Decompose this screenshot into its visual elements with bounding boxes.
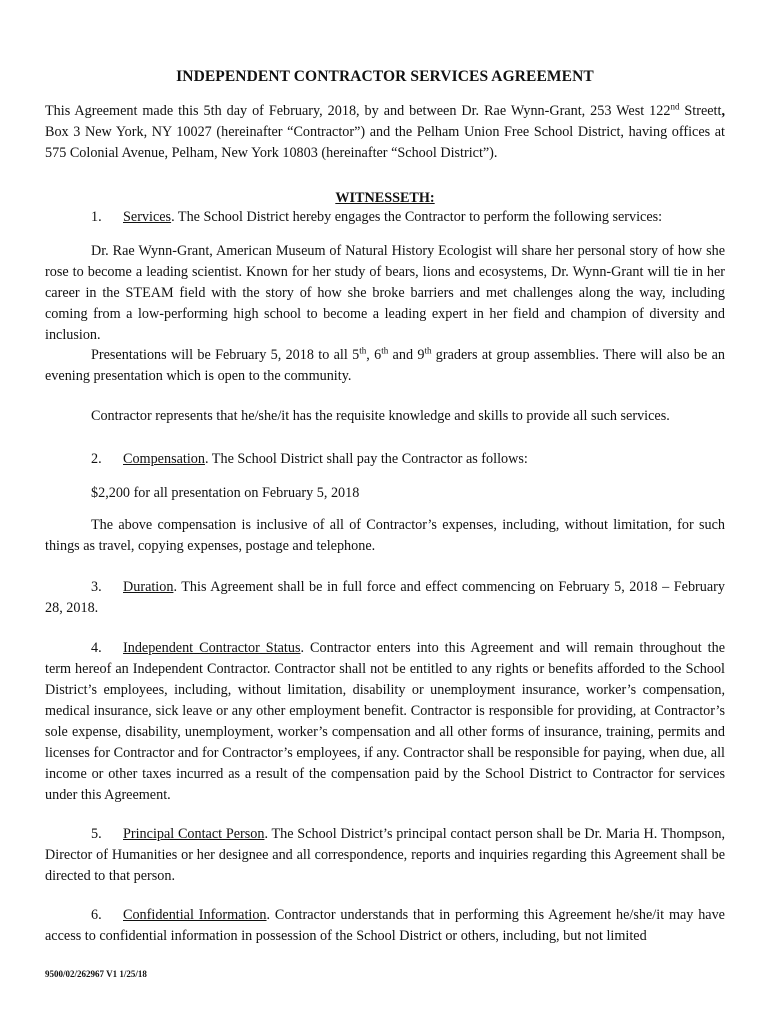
pres-sup-a: th [359,345,367,356]
intro-sup: nd [670,101,680,112]
intro-paragraph [45,101,725,164]
section-2-amount: $2,200 for all presentation on February 5, 2018 [91,485,360,501]
section-6-heading: Confidential Information [123,907,267,923]
section-5-number: 5. [91,826,102,842]
document-footer-id: 9500/02/262967 V1 1/25/18 [45,969,147,979]
intro-text-3: Box 3 New York, NY 10027 (hereinafter “Contractor”) and the Pelham Union Free School District, having offices at 575 Colonial Avenue, Pelham, New York 10803 (hereinafter “School District”). [45,124,725,161]
section-6-text: . Contractor understands that in performing this Agreement he/she/it may have access to confidential information in possession of the School District or others, including, but not limited [45,907,725,944]
section-1-heading: Services [123,209,172,225]
section-5-principal-contact [45,824,725,887]
intro-comma: , [721,103,725,119]
section-3-text: . This Agreement shall be in full force and effect commencing on February 5, 2018 – February 28, 2018. [45,579,725,616]
section-4-text: . Contractor enters into this Agreement and will remain throughout the term hereof an Independent Contractor. Contractor shall not be entitled to any rights or benefits afforded to the School District’s employees, including, without limitation, disability or unemployment insurance, worker’s compensation, medical insurance, sick leave or any other employment benefit. Contractor is responsible for providing, at Contractor’s sole expense, disability, unemployment, worker’s compensation and all other forms of insurance, training, permits and licenses for Contractor and for Contractor’s employees, if any. Contractor shall be responsible for paying, when due, all income or other taxes incurred as a result of the compensation paid by the School District to Contractor for services under this Agreement. [45,640,725,803]
section-3-number: 3. [91,579,102,595]
section-5-text: . The School District’s principal contact person shall be Dr. Maria H. Thompson, Director of Humanities or her designee and all correspondence, reports and inquiries regarding this Agreement shall be directed to that person. [45,826,725,884]
pres-text-b: , 6 [366,347,382,363]
section-1-text: . The School District hereby engages the Contractor to perform the following services: [171,209,663,225]
section-1-number: 1. [91,209,102,225]
section-6-confidential [45,905,725,947]
intro-text-2: Streett [679,103,722,119]
witnesseth-heading: WITNESSETH: [335,190,435,206]
section-1-description: Dr. Rae Wynn-Grant, American Museum of Natural History Ecologist will share her personal story of how she rose to become a leading scientist. Known for her study of bears, lions and ecosystems, Dr. Wynn-Grant will tie in her career in the STEAM field with the story of how she broke barriers and met challenges along the way, including coming from a low-performing high school to become a leading expert in her field and champion of diversity and inclusion. [45,243,725,343]
section-4-number: 4. [91,640,102,656]
section-4-independent-contractor [45,638,725,806]
section-2-compensation [45,449,725,470]
pres-text-c: and 9 [388,347,425,363]
section-5-heading: Principal Contact Person [123,826,265,842]
pres-text-d: graders at group assemblies. There will also be an evening presentation which is open to the community. [45,347,726,384]
pres-text-a: Presentations will be February 5, 2018 to all 5 [91,347,360,363]
intro-text-1: This Agreement made this 5th day of February, 2018, by and between Dr. Rae Wynn-Grant, 253 West 122 [45,103,671,119]
section-2-inclusive: The above compensation is inclusive of all of Contractor’s expenses, including, without limitation, for such things as travel, copying expenses, postage and telephone. [45,517,725,554]
section-2-heading: Compensation [123,451,205,467]
pres-sup-b: th [381,345,389,356]
section-3-heading: Duration [123,579,174,595]
section-1-services [45,207,725,228]
document-title: INDEPENDENT CONTRACTOR SERVICES AGREEMENT [176,68,594,85]
section-6-number: 6. [91,907,102,923]
pres-sup-c: th [424,345,432,356]
section-2-text: . The School District shall pay the Contractor as follows: [204,451,528,467]
section-1-presentations [45,345,725,387]
section-4-heading: Independent Contractor Status [123,640,301,656]
section-2-number: 2. [91,451,102,467]
section-1-representation: Contractor represents that he/she/it has the requisite knowledge and skills to provide all such services. [91,408,670,424]
section-3-duration [45,577,725,619]
